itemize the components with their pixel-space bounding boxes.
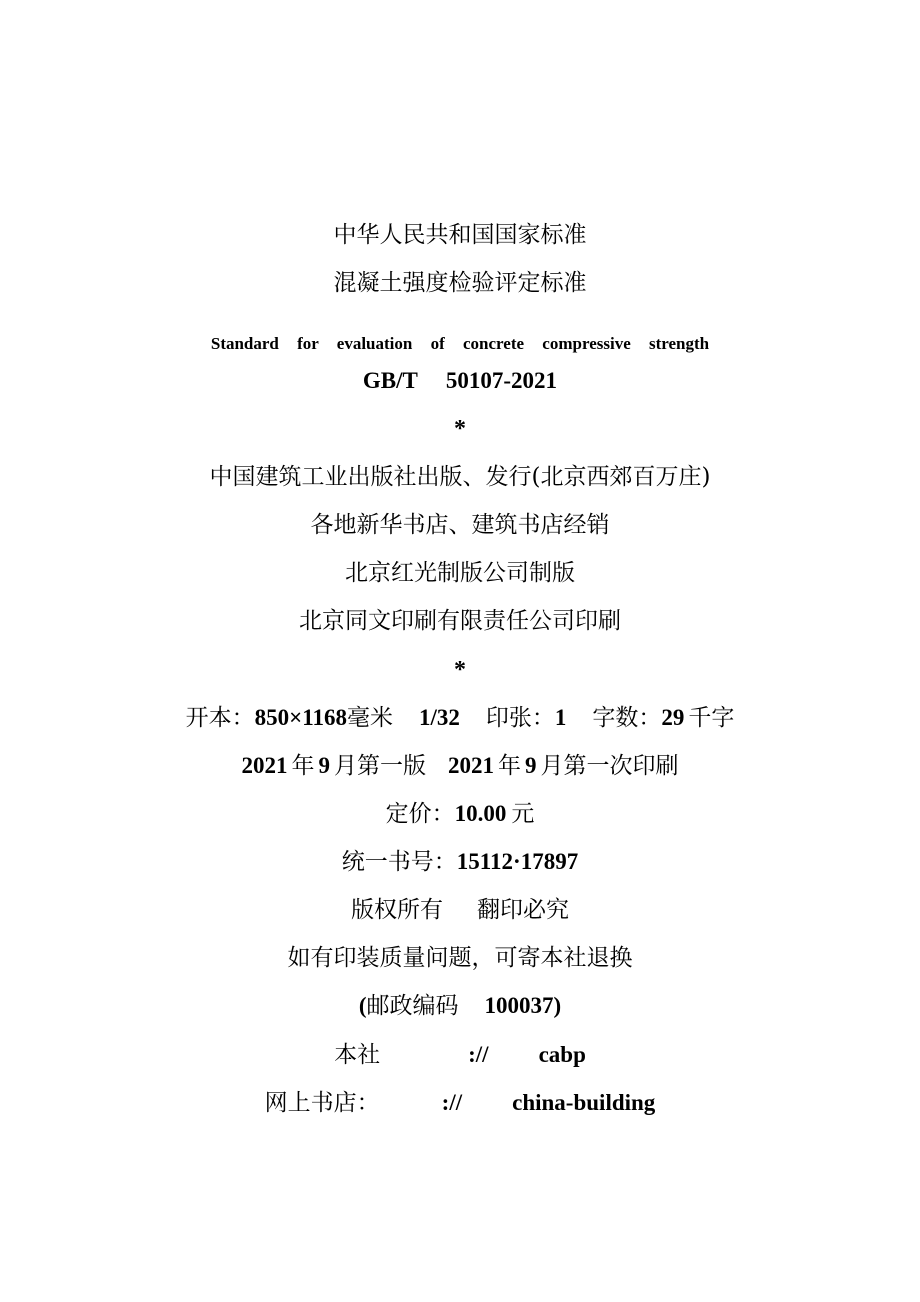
separator-star: * xyxy=(454,657,466,683)
edition-year: 2021 xyxy=(241,753,288,778)
distributor-line: 各地新华书店、建筑书店经销 xyxy=(310,512,610,538)
website-host: cabp xyxy=(538,1042,586,1067)
format-value: 850×1168 xyxy=(254,705,347,730)
book-number-value: 15112·17897 xyxy=(456,849,579,874)
standard-code-prefix: GB/T xyxy=(362,368,418,393)
words-unit: 千字 xyxy=(688,705,735,731)
postal-code-line xyxy=(0,991,920,1021)
plate-maker-line: 北京红光制版公司制版 xyxy=(345,560,575,586)
printer-line: 北京同文印刷有限责任公司印刷 xyxy=(299,608,621,634)
edition-line xyxy=(0,751,920,781)
website-line xyxy=(0,1040,920,1070)
price-label: 定价： xyxy=(385,801,455,827)
standard-code xyxy=(0,366,920,396)
format-unit: 毫米 xyxy=(346,705,393,731)
website-label: 本社 xyxy=(334,1042,381,1068)
words-value: 29 xyxy=(661,705,685,730)
edition-month: 9 xyxy=(318,753,330,778)
standard-title-chinese: 混凝土强度检验评定标准 xyxy=(333,270,587,296)
postal-open-paren: ( xyxy=(358,993,367,1018)
price-line xyxy=(0,799,920,829)
website-separator: :// xyxy=(468,1042,489,1067)
price-unit: 元 xyxy=(511,801,535,827)
printing-month: 9 xyxy=(525,753,537,778)
online-store-host: china-building xyxy=(512,1090,656,1115)
book-number-line xyxy=(0,847,920,877)
national-standard-heading: 中华人民共和国国家标准 xyxy=(333,222,587,248)
fraction-value: 1/32 xyxy=(418,705,460,730)
postal-label: 邮政编码 xyxy=(366,993,459,1019)
online-store-line xyxy=(0,1088,920,1118)
standard-code-number: 50107-2021 xyxy=(445,368,558,393)
postal-code: 100037) xyxy=(484,993,562,1018)
copyright-line xyxy=(0,895,920,925)
format-specs-line xyxy=(0,703,920,733)
copyright-left: 版权所有 xyxy=(351,897,443,923)
book-number-label: 统一书号： xyxy=(341,849,457,875)
sheets-label: 印张： xyxy=(485,705,555,731)
edition-text: 月第一版 xyxy=(334,753,426,779)
online-store-separator: :// xyxy=(441,1090,463,1115)
separator-star: * xyxy=(454,416,466,442)
sheets-value: 1 xyxy=(554,705,567,730)
standard-title-english: Standard for evaluation of concrete compressive strength xyxy=(210,334,710,353)
return-notice: 如有印装质量问题，可寄本社退换 xyxy=(287,945,633,971)
words-label: 字数： xyxy=(592,705,662,731)
format-label: 开本： xyxy=(185,705,255,731)
price-value: 10.00 xyxy=(454,801,507,826)
printing-year-unit: 年 xyxy=(498,753,521,779)
publisher-line: 中国建筑工业出版社出版、发行(北京西郊百万庄) xyxy=(209,464,711,490)
printing-text: 月第一次印刷 xyxy=(540,753,679,779)
printing-year: 2021 xyxy=(448,753,494,778)
copyright-right: 翻印必究 xyxy=(477,897,569,923)
edition-year-unit: 年 xyxy=(291,753,315,779)
online-store-label: 网上书店： xyxy=(264,1090,380,1116)
